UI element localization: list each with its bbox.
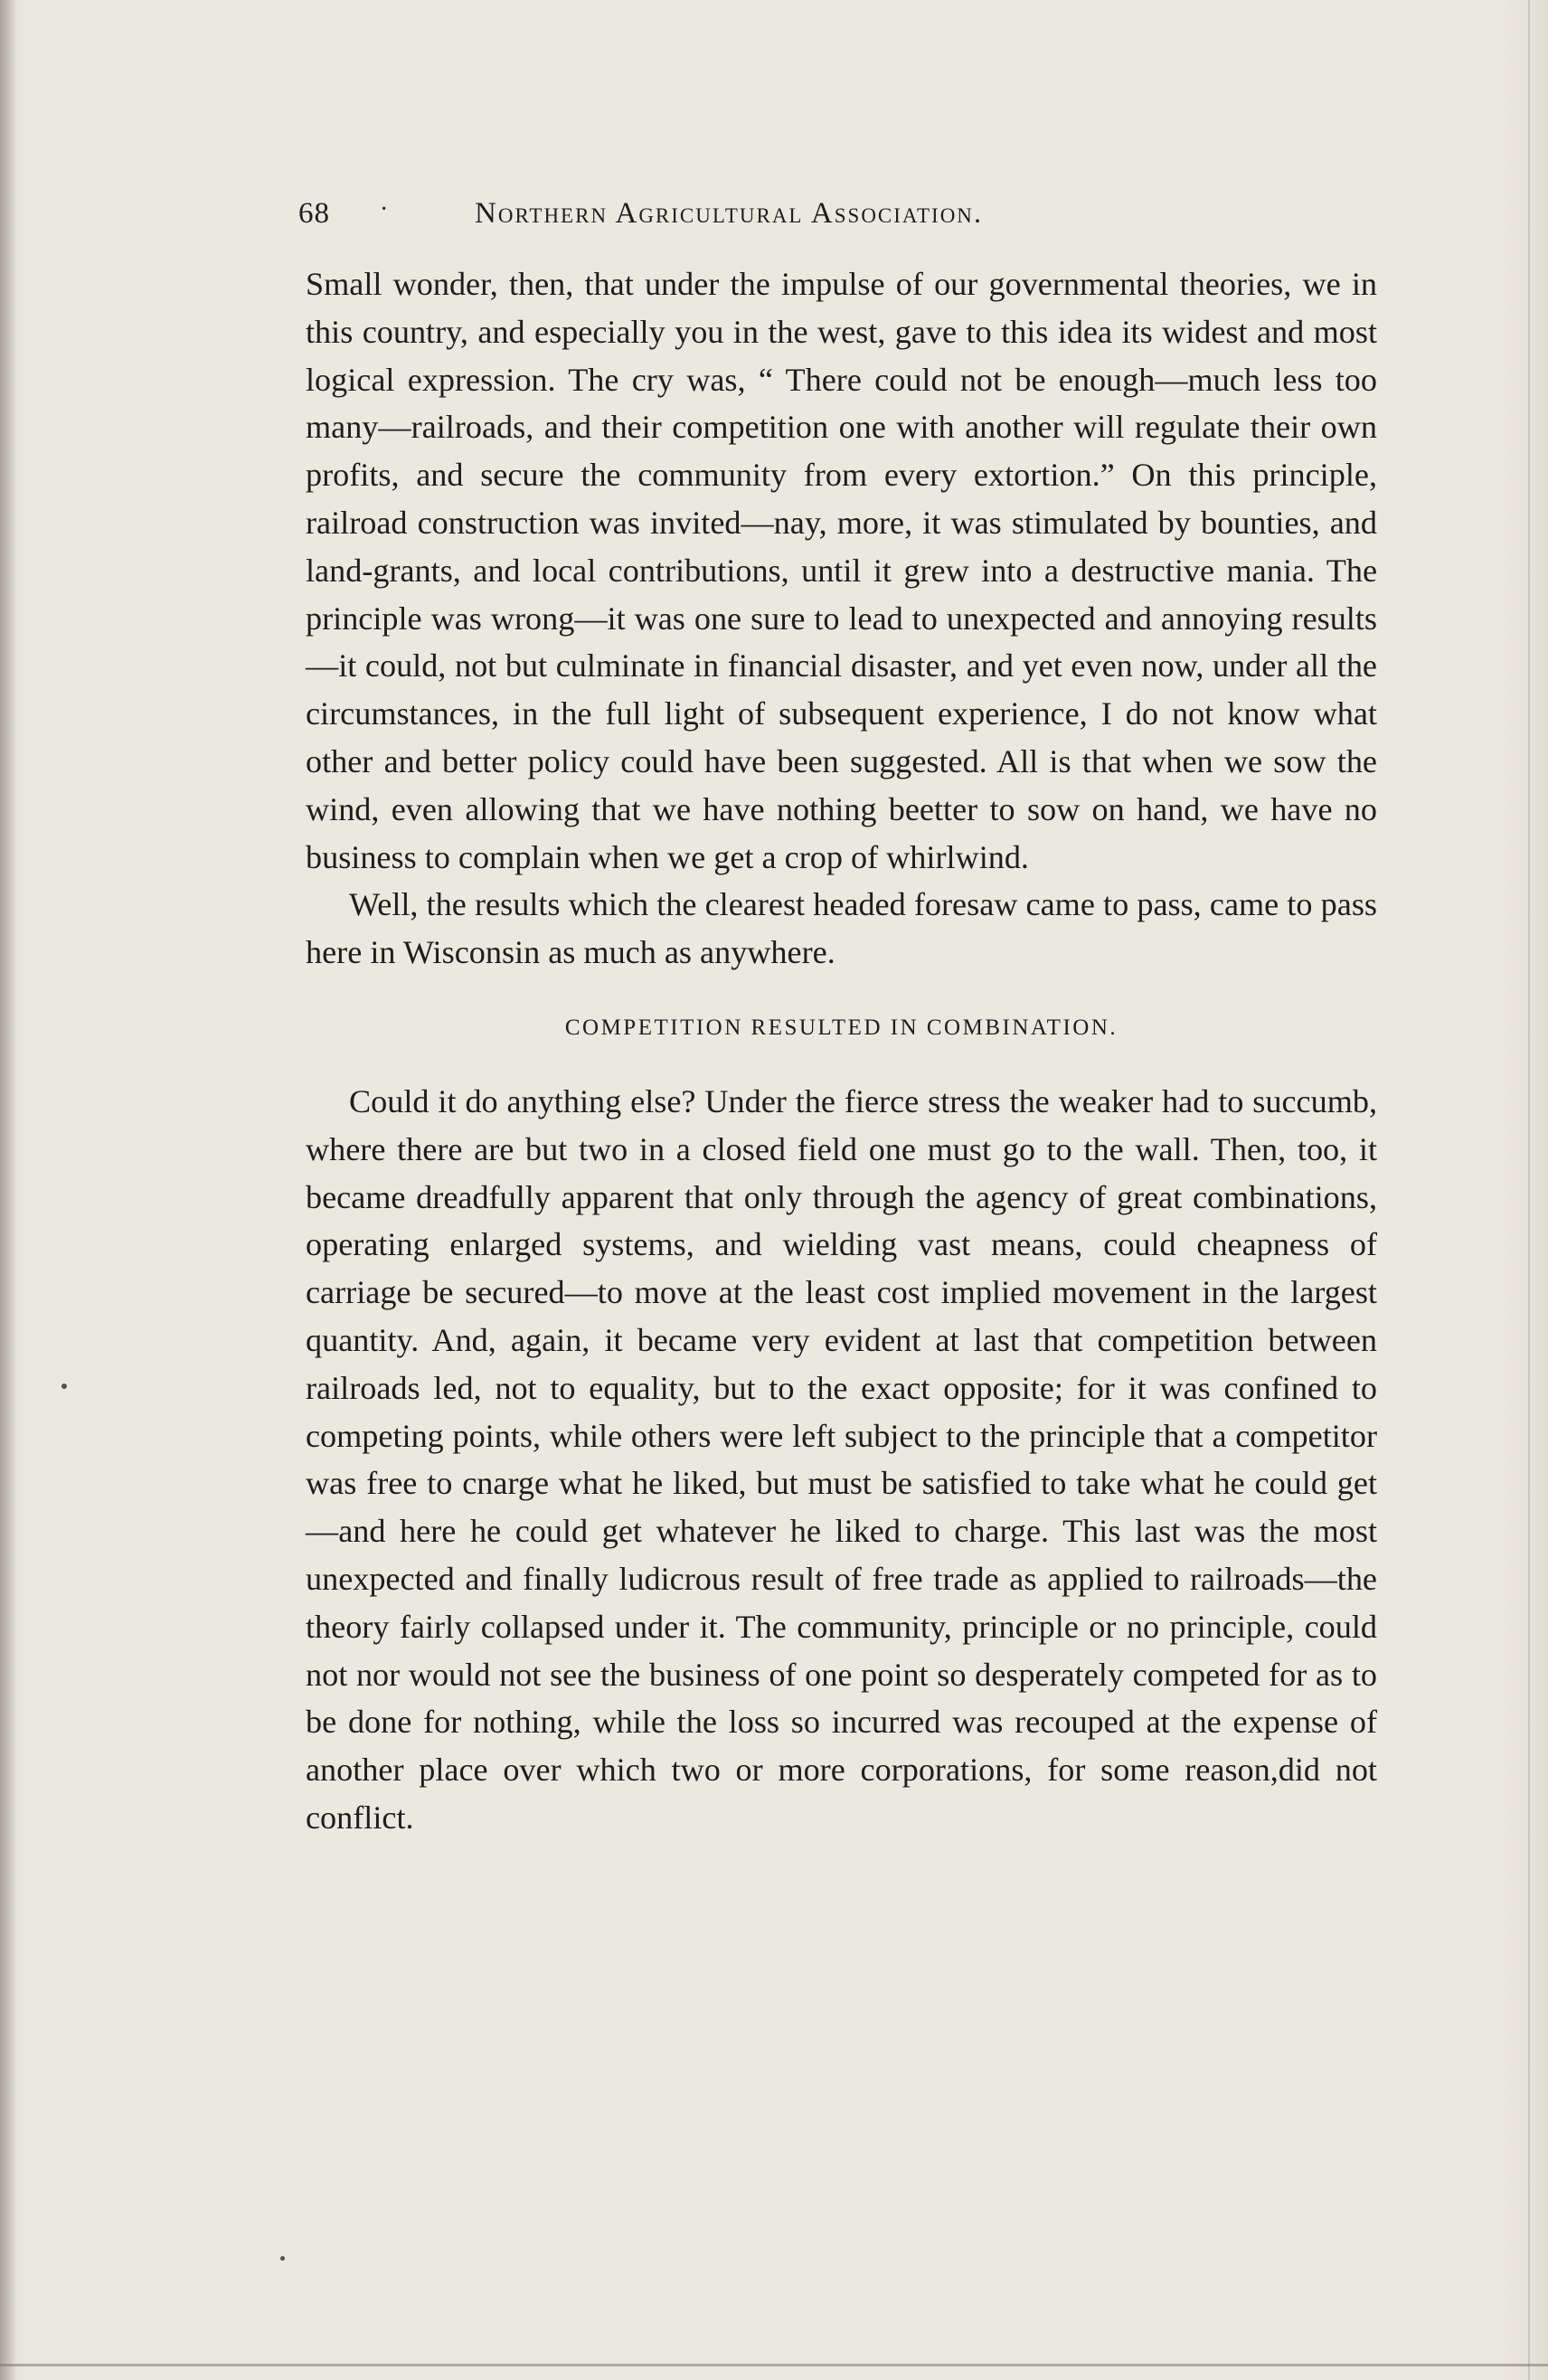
page-edge	[1528, 0, 1530, 2380]
paragraph-3: Could it do anything else? Under the fierce stress the weaker had to succumb, where there are but two in a closed field one must go to the wall. Then, too, it became dreadfully apparent that only through the agency of great combinations, operating enlarged systems, and wielding vast means, could cheapness of carriage be secured—to move at the least cost implied movement in the largest quantity. And, again, it became very evident at last that competition between railroads led, not to equality, but to the exact opposite; for it was confined to competing points, while others were left subject to the principle that a competitor was free to cnarge what he liked, but must be satisfied to take what he could get—and here he could get whatever he liked to charge. This last was the most unexpected and finally ludicrous result of free trade as applied to railroads—the theory fairly collapsed under it. The community, principle or no principle, could not nor would not see the business of one point so desperately competed for as to be done for nothing, while the loss so incurred was recouped at the expense of another place over which two or more corporations, for some reason,did not conflict.	[306, 1082, 1377, 1836]
paragraph-1: Small wonder, then, that under the impulse of our governmental theories, we in this country, and especially you in the west, gave to this idea its widest and most logical expression. The cry was, “ There could not be enough—much less too many—railroads, and their competition one with another will regulate their own profits, and secure the community from every extortion.” On this principle, railroad construction was invited—nay, more, it was stimulated by bounties, and land-grants, and local contributions, until it grew into a destructive mania. The principle was wrong—it was one sure to lead to unexpected and annoying results—it could, not but culminate in financial disaster, and yet even now, under all the circumstances, in the full light of subsequent experience, I do not know what other and better policy could have been suggested. All is that when we sow the wind, even allowing that we have nothing beetter to sow on hand, we have no business to complain when we get a crop of whirlwind.	[306, 266, 1377, 875]
body-text	[306, 260, 1377, 1842]
paragraph-2: Well, the results which the clearest headed foresaw came to pass, came to pass here in Wisconsin as much as anywhere.	[306, 886, 1377, 971]
section-heading: COMPETITION RESULTED IN COMBINATION.	[564, 1015, 1119, 1040]
scan-speck	[61, 1384, 67, 1389]
page-header	[298, 197, 1203, 242]
binding-shadow	[0, 0, 16, 2380]
bottom-edge	[0, 2364, 1548, 2366]
running-head: Northern Agricultural Association.	[475, 197, 984, 230]
header-separator: ·	[380, 195, 390, 223]
page-number: 68	[298, 197, 330, 230]
scan-speck	[280, 2256, 285, 2261]
